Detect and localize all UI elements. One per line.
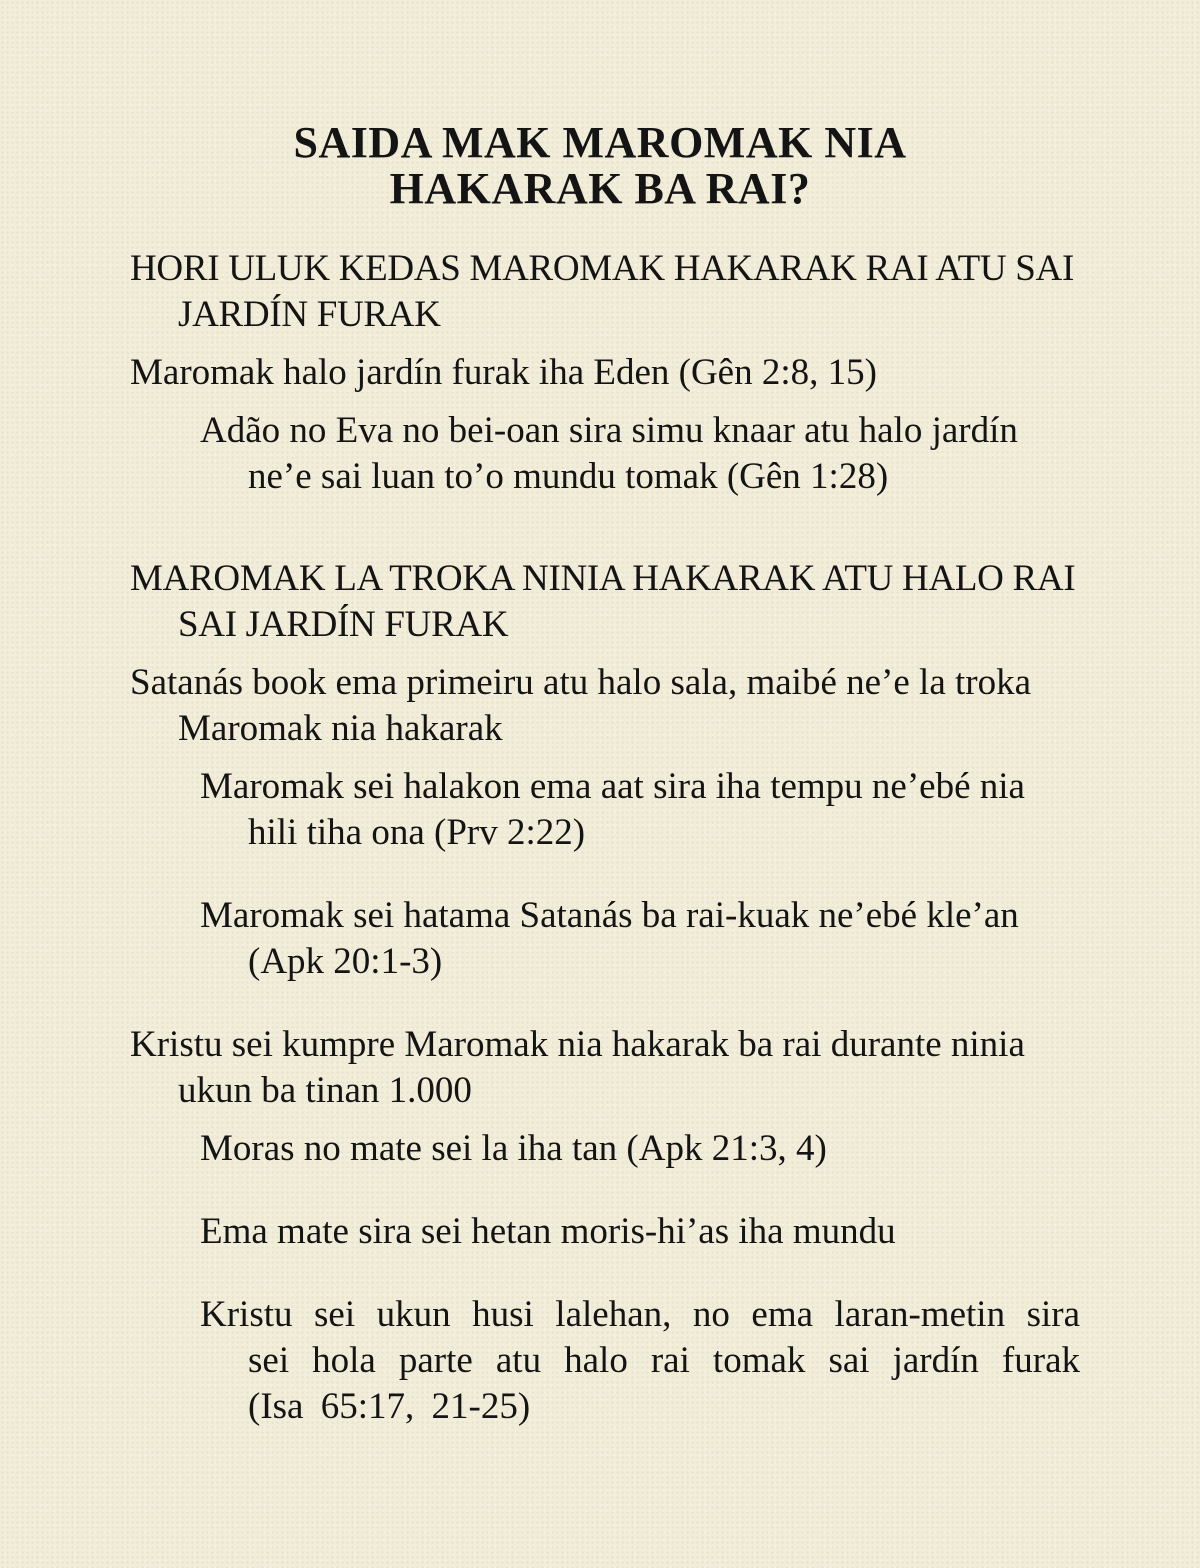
outline-point: Satanás book ema primeiru atu halo sala, maibé ne’e la troka Maromak nia hakarak bbox=[130, 662, 1032, 749]
page-title-line-2: HAKARAK BA RAI? bbox=[389, 164, 811, 213]
outline-subpoint: Moras no mate sei la iha tan (Apk 21:3, 4) bbox=[200, 1128, 827, 1169]
outline-subpoint: Kristu sei ukun husi lalehan, no ema laran-metin sira sei hola parte atu halo rai tomak sai jardín furak (Isa 65:17, 21-25) bbox=[200, 1294, 1080, 1427]
section-heading-2: MAROMAK LA TROKA NINIA HAKARAK ATU HALO RAI SAI JARDÍN FURAK bbox=[130, 558, 1076, 645]
outline-subpoint: Adão no Eva no bei-oan sira simu knaar atu halo jardín ne’e sai luan to’o mundu tomak (Gên 1:28) bbox=[200, 410, 1018, 497]
outline-subpoint: Maromak sei halakon ema aat sira iha tempu ne’ebé nia hili tiha ona (Prv 2:22) bbox=[200, 766, 1025, 853]
page-title bbox=[0, 120, 1200, 212]
section-heading-1: HORI ULUK KEDAS MAROMAK HAKARAK RAI ATU SAI JARDÍN FURAK bbox=[130, 248, 1074, 335]
outline-subpoint: Ema mate sira sei hetan moris-hi’as iha mundu bbox=[200, 1211, 896, 1252]
outline-content bbox=[130, 246, 1080, 1467]
page-title-line-1: SAIDA MAK MAROMAK NIA bbox=[293, 118, 907, 167]
outline-point: Maromak halo jardín furak iha Eden (Gên 2:8, 15) bbox=[130, 352, 877, 393]
outline-point: Kristu sei kumpre Maromak nia hakarak ba rai durante ninia ukun ba tinan 1.000 bbox=[130, 1024, 1025, 1111]
outline-subpoint: Maromak sei hatama Satanás ba rai-kuak ne’ebé kle’an (Apk 20:1-3) bbox=[200, 895, 1019, 982]
